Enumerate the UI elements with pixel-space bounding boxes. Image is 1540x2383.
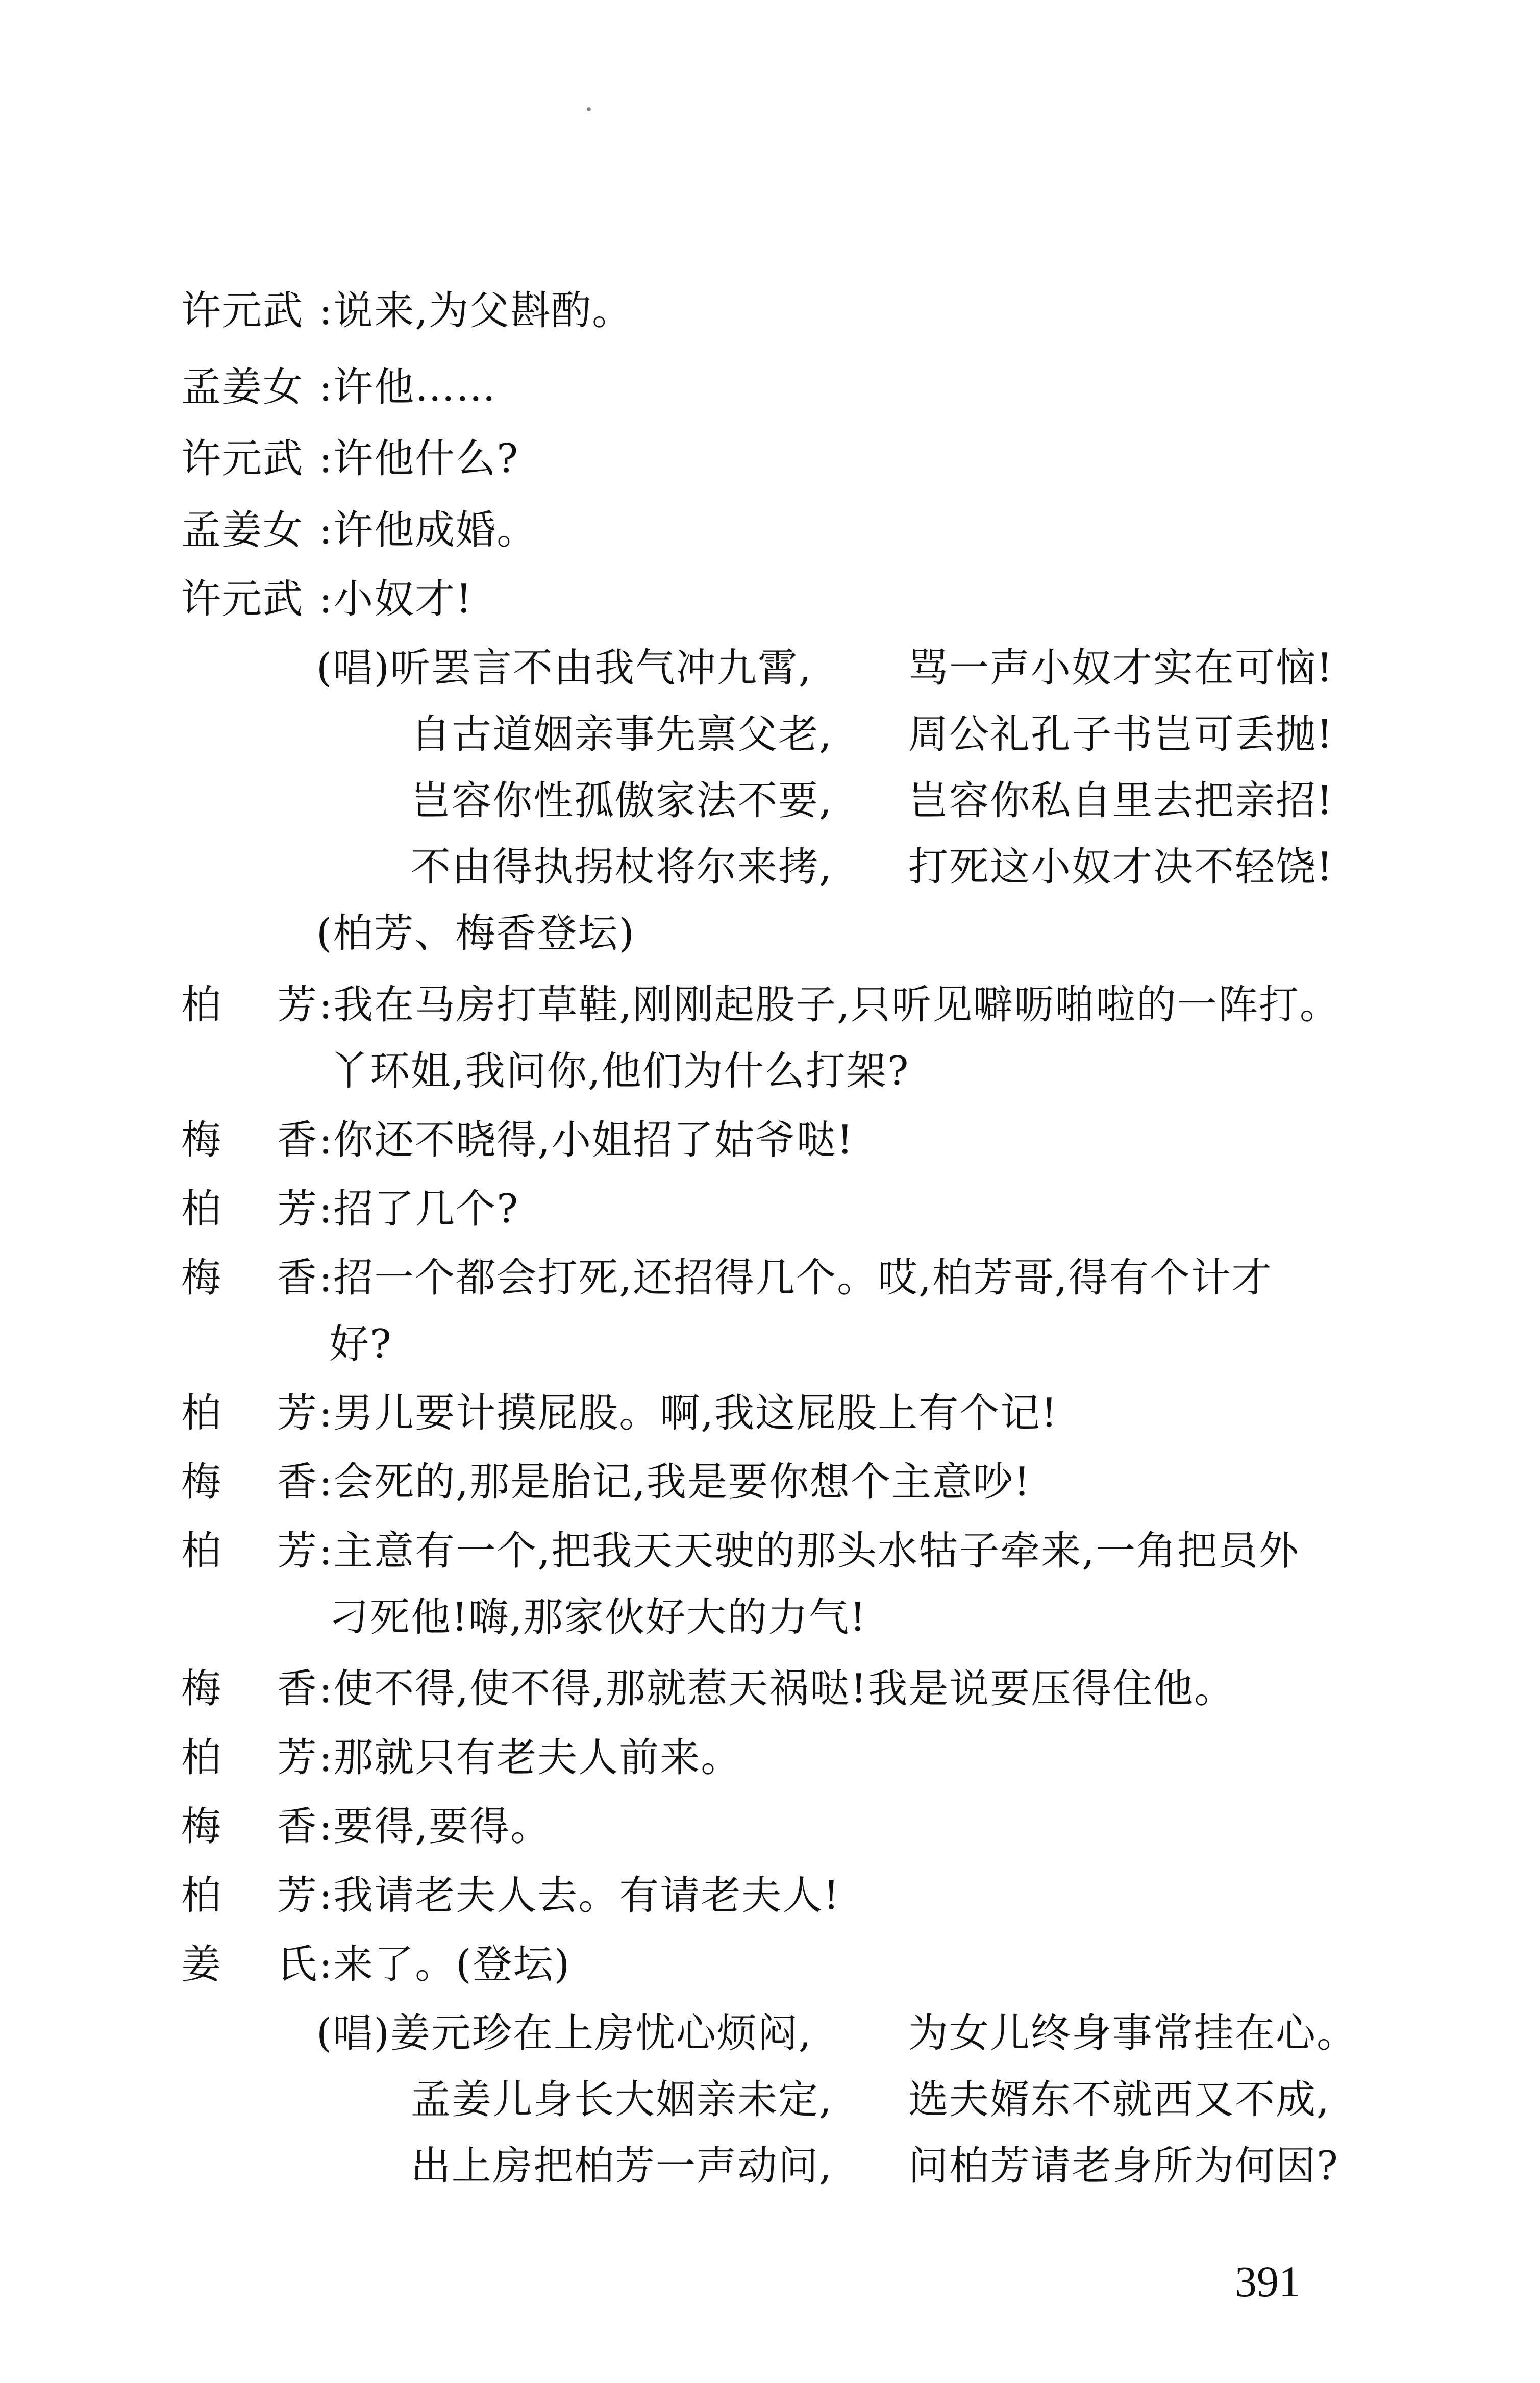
- song-lead: (唱): [316, 645, 390, 691]
- line-text: :来了。(登坛): [319, 1942, 571, 1987]
- speaker-name: 孟姜女: [181, 507, 304, 553]
- line-text: :男儿要计摸屁股。啊,我这屁股上有个记!: [319, 1390, 1058, 1436]
- song-verse-a: 听罢言不由我气冲九霄,: [390, 645, 812, 691]
- dialogue-line: [181, 507, 538, 553]
- song-lead: (唱): [316, 2010, 390, 2056]
- line-text: :主意有一个,把我天天驶的那头水牯子牵来,一角把员外: [319, 1528, 1300, 1574]
- dialogue-line: [181, 1942, 571, 1987]
- line-text: :小奴才!: [319, 576, 473, 622]
- line-text: :许他成婚。: [319, 507, 538, 553]
- speaker-name: 姜氏: [181, 1942, 374, 1987]
- line-continuation: 好?: [329, 1321, 392, 1367]
- line-text: :那就只有老夫人前来。: [319, 1735, 742, 1781]
- speaker-name: 柏芳: [181, 1528, 374, 1574]
- dialogue-line: [181, 436, 519, 482]
- dialogue-line: [181, 1873, 840, 1919]
- line-text: :我请老夫人去。有请老夫人!: [319, 1873, 840, 1919]
- line-continuation: 丫环姐,我问你,他们为什么打架?: [329, 1048, 910, 1094]
- song-verse-b: 骂一声小奴才实在可恼!: [908, 645, 1334, 691]
- dialogue-line: [181, 1528, 1300, 1574]
- dialogue-line: [181, 1117, 854, 1163]
- line-text: :说来,为父斟酌。: [319, 288, 633, 334]
- stage-direction: (柏芳、梅香登坛): [316, 911, 635, 956]
- line-text: :要得,要得。: [319, 1804, 552, 1850]
- speaker-name: 梅香: [181, 1804, 374, 1850]
- dialogue-line: [181, 1186, 519, 1232]
- song-verse-b: 为女儿终身事常挂在心。: [908, 2010, 1358, 2056]
- song-verse-a: 不由得执拐杖将尔来拷,: [411, 844, 833, 890]
- dialogue-line: [181, 288, 633, 334]
- dialogue-line: [181, 982, 1340, 1028]
- speaker-name: 许元武: [181, 288, 304, 334]
- song-verse-b: 周公礼孔子书岂可丢抛!: [908, 711, 1334, 757]
- line-text: :许他什么?: [319, 436, 519, 482]
- dialogue-line: [181, 1459, 1031, 1505]
- speaker-name: 柏芳: [181, 1735, 374, 1781]
- song-verse-b: 选夫婿东不就西又不成,: [908, 2077, 1330, 2123]
- speaker-name: 孟姜女: [181, 364, 304, 410]
- line-text: :招一个都会打死,还招得几个。哎,柏芳哥,得有个计才: [319, 1255, 1273, 1301]
- dialogue-line: [181, 1804, 552, 1850]
- dialogue-line: [181, 576, 473, 622]
- speaker-name: 柏芳: [181, 1873, 374, 1919]
- line-text: :会死的,那是胎记,我是要你想个主意吵!: [319, 1459, 1031, 1505]
- speaker-name: 许元武: [181, 576, 304, 622]
- speaker-name: 梅香: [181, 1117, 374, 1163]
- speaker-name: 许元武: [181, 436, 304, 482]
- speaker-name: 柏芳: [181, 1390, 374, 1436]
- song-verse-b: 岂容你私自里去把亲招!: [908, 778, 1334, 824]
- speaker-name: 柏芳: [181, 1186, 374, 1232]
- song-verse-b: 问柏芳请老身所为何因?: [908, 2143, 1339, 2189]
- dialogue-line: [181, 1255, 1273, 1301]
- song-line: [316, 645, 812, 691]
- song-line: [316, 2010, 812, 2056]
- song-verse-a: 自古道姻亲事先禀父老,: [411, 711, 833, 757]
- line-text: :使不得,使不得,那就惹天祸哒!我是说要压得住他。: [319, 1666, 1235, 1712]
- speaker-name: 梅香: [181, 1459, 374, 1505]
- song-verse-a: 姜元珍在上房忧心烦闷,: [390, 2010, 812, 2056]
- line-continuation: 刁死他!嗨,那家伙好大的力气!: [329, 1594, 867, 1640]
- scan-speck: [587, 107, 591, 111]
- line-text: :许他……: [319, 364, 497, 410]
- song-verse-b: 打死这小奴才决不轻饶!: [908, 844, 1334, 890]
- speaker-name: 梅香: [181, 1255, 374, 1301]
- song-verse-a: 出上房把柏芳一声动问,: [411, 2143, 833, 2189]
- speaker-name: 柏芳: [181, 982, 374, 1028]
- song-verse-a: 岂容你性孤傲家法不要,: [411, 778, 833, 824]
- dialogue-line: [181, 1735, 742, 1781]
- song-verse-a: 孟姜儿身长大姻亲未定,: [411, 2077, 833, 2123]
- line-text: :我在马房打草鞋,刚刚起股子,只听见噼呖啪啦的一阵打。: [319, 982, 1340, 1028]
- speaker-name: 梅香: [181, 1666, 374, 1712]
- dialogue-line: [181, 1666, 1235, 1712]
- line-text: :你还不晓得,小姐招了姑爷哒!: [319, 1117, 854, 1163]
- dialogue-line: [181, 1390, 1058, 1436]
- page-number: 391: [1235, 2257, 1301, 2306]
- line-text: :招了几个?: [319, 1186, 519, 1232]
- dialogue-line: [181, 364, 497, 410]
